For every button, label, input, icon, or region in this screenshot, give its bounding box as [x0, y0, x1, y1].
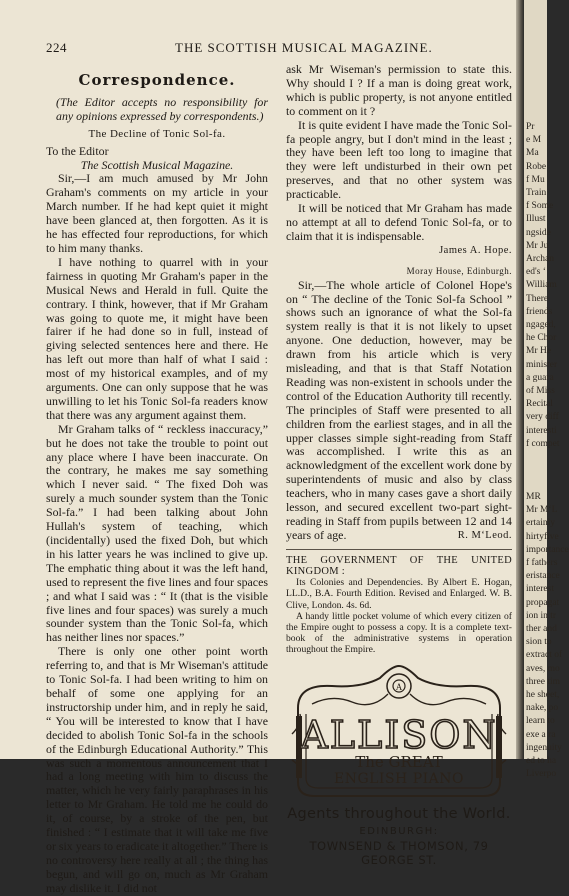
book-notice — [286, 555, 512, 656]
adjacent-page-fragment: e M — [526, 135, 542, 146]
letter-paragraph: Mr Graham talks of “ reckless inaccuracy,” but he does not take the trouble to point out any place where I have been inaccurate. On the contrary, he makes me say something which I never said. “ The fixed Doh was surely a much sounder system than the Tonic Sol-fa.” I had been talking about John Hullah's system of teaching, which (incidentally) used the fixed Doh, but which in his latter years he was inclined to give up. The emphatic thing about it was the left hand, used to represent the five lines and four spaces ; and what I said was : “ It (that is the visible five lines and four spaces) was surely a much sounder system than the Tonic Sol-fa, which has neither lines nor spaces.” — [46, 421, 268, 645]
adjacent-page-fragment: There — [526, 293, 549, 304]
book-subtitle: Its Colonies and Dependencies. By Albert E. Hogan, LL.D., B.A. Fourth Edition. Revised and Enlarged. W. B. Clive, London. 4s. 6d. — [286, 577, 512, 611]
adjacent-page-fragment: he sheet, — [526, 690, 560, 700]
adjacent-page-fragment: ngside — [526, 227, 551, 238]
adjacent-page-fragment: importance — [526, 544, 569, 555]
letter-paragraph: It is quite evident I have made the Tonic Sol-fa people angry, but I don't mind in the least ; they have been left too long to imagine that they were left undisturbed in their own pet preserves, and that no other system was practicable. — [286, 117, 512, 202]
page-number: 224 — [46, 40, 67, 55]
adjacent-page-fragment: sion to — [526, 637, 552, 648]
adjacent-page-fragment: aves, mo — [526, 663, 560, 674]
letter-paragraph: It will be noticed that Mr Graham has made no attempt at all to defend Tonic Sol-fa, or to claim that it is indispensable. — [286, 201, 512, 243]
ad-brand: ALLISON — [300, 712, 498, 757]
divider-rule — [286, 549, 512, 550]
book-title: THE GOVERNMENT OF THE UNITED KINGDOM : — [286, 554, 512, 578]
adjacent-page-fragment: Train — [526, 188, 547, 198]
ad-address: TOWNSEND & THOMSON, 79 GEORGE ST. — [309, 839, 489, 868]
book-gutter — [516, 0, 524, 759]
letter-paragraph: I have nothing to quarrel with in your fairness in quoting Mr Graham's paper in the Musical News and Herald in full. Quite the contrary. I think, however, that if Mr Graham was going to quote me, it might have been fairer if he had done so in full, instead of giving selected sentences here and there. He has left out more than half of what I said : most of my historical examples, and of my arguments. One can only suppose that he was unwilling to let his Tonic Sol-fa readers know that there was any argument against them. — [46, 254, 268, 422]
signature-mcleod: R. M‘Leod. — [457, 529, 512, 541]
right-column — [286, 63, 512, 880]
adjacent-page-fragment: exe a ra — [526, 729, 556, 740]
adjacent-page-fragment: Mr Ju — [526, 240, 549, 251]
adjacent-page-fragment: a guara — [526, 372, 554, 383]
adjacent-page-fragment: f fathers — [526, 558, 558, 568]
adjacent-page-fragment: Mr He — [526, 346, 552, 357]
adjacent-page-fragment: ed to ha — [526, 756, 557, 766]
magazine-name-line: The Scottish Musical Magazine. — [80, 157, 234, 172]
adjacent-page-fragment: very diff — [526, 412, 559, 423]
adjacent-page-fragment: ngaged, — [526, 320, 556, 330]
ad-tagline-1: The GREAT — [355, 752, 443, 771]
adjacent-page-fragment: Robe — [526, 161, 547, 172]
adjacent-page-fragment: Pr — [526, 122, 535, 132]
signature-hope: James A. Hope. — [439, 244, 512, 256]
adjacent-page-fragment: friends — [526, 306, 553, 317]
letter-paragraph: There is only one other point worth referring to, and that is Mr Wiseman's attitude to Tonic Sol-fa. I had been writing to him on behalf of some one applying for an instructorship under him, and in reply he said, “ You will be interested to know that I have decided to abolish Tonic Sol-fa in the schools of the Edinburgh Educational Authority.” This was such a momentous announcement that I had a long meeting with him to discuss the matter, which he very fairly paraphrases in his letter to Mr Graham. He told me he could do it, of course, by a stroke of the pen, but finished : “ I estimate that it will take me five or six years to eradicate it altogether.” There is no controversy here really at all ; the thing has begun, and will go on, much as Mr Graham may dislike it. I did not — [46, 644, 268, 895]
left-column — [46, 63, 268, 896]
section-title: Correspondence. — [78, 71, 236, 89]
adjacent-page-fragment: ion in tr — [526, 610, 557, 621]
adjacent-page-fragment: Ma — [526, 148, 539, 159]
adjacent-page-fragment: propagat — [526, 597, 560, 608]
adjacent-page-fragment: Mr M‘L — [526, 505, 558, 516]
adjacent-page-fragment: Liverpo — [526, 769, 557, 780]
to-editor-line: To the Editor — [46, 143, 109, 158]
adjacent-page-edge — [524, 0, 569, 780]
adjacent-page-fragment: ed's ‘ — [526, 267, 546, 278]
letter-paragraph: ask Mr Wiseman's permission to state this. Why should I ? If a man is doing great work, which is public property, is not anyone entitled to comment on it ? — [286, 62, 512, 118]
adjacent-page-fragment: William — [526, 280, 557, 291]
letter2-body: Sir,—The whole article of Colonel Hope's on “ The decline of the Tonic Sol-fa School ” shows such an ignorance of what the Sol-fa system really is that it is not likely to upset anyone. One deduction, however, may be drawn from his article which is very misleading, and that is that Staff Notation Reading was non-existent in schools under the control of the Education Authority till recently. The principles of Staff were presented to all children from the earliest stages, and in all the upper classes simple sight-reading from Staff was accomplished. I write this as an acknowledgment of the excellent work done by superintendents of music and also by class teachers, who in many cases gave a short daily lesson, and secured excellent two-part sight-reading in Staff from pupils between 12 and 14 years of age. — [286, 277, 512, 542]
adjacent-page-fragment: Recital — [526, 399, 553, 410]
adjacent-page-fragment: Archan — [526, 254, 554, 264]
piano-advertisement — [286, 664, 512, 880]
adjacent-page-fragment: he Chor — [526, 333, 557, 344]
ad-agents-line: Agents throughout the World. — [287, 805, 511, 822]
allison-ornament-icon — [292, 664, 506, 804]
place-line: Moray House, Edinburgh. — [406, 265, 512, 276]
adjacent-page-fragment: eristance — [526, 571, 560, 582]
adjacent-page-fragment: f compet — [526, 438, 560, 449]
adjacent-page-fragment: interest — [526, 584, 554, 595]
adjacent-page-fragment: nake, po — [526, 703, 559, 714]
adjacent-page-fragment: MR — [526, 492, 541, 502]
adjacent-page-fragment: three tim — [526, 676, 561, 687]
ad-city: EDINBURGH: — [359, 825, 439, 837]
letter-paragraph — [286, 279, 512, 543]
letter-paragraph: Sir,—I am much amused by Mr John Graham's comments on my article in your March number. If he had kept quiet it might have been glanced at, then forgotten. As it is he has effected four reproductions, for which to him many thanks. — [46, 171, 268, 255]
adjacent-page-fragment: ertainly — [526, 518, 556, 529]
editor-note: (The Editor accepts no responsibility for any opinions expressed by correspondents.) — [56, 94, 268, 123]
adjacent-page-fragment: f Mu — [526, 174, 545, 185]
adjacent-page-fragment: extract of — [526, 650, 563, 661]
adjacent-page-fragment: f Some — [526, 201, 554, 212]
adjacent-page-fragment: ingenuity — [526, 742, 562, 753]
book-description: A handy little pocket volume of which every citizen of the Empire ought to possess a copy. It is a complete text-book of the administrative systems in operation throughout the Empire. — [286, 610, 512, 656]
adjacent-page-fragment: ther and — [526, 624, 557, 634]
adjacent-page-fragment: interesti — [526, 425, 557, 436]
adjacent-page-fragment: learn to — [526, 716, 555, 727]
adjacent-page-fragment: minister — [526, 359, 558, 370]
adjacent-page-fragment: hirtyfive — [526, 531, 559, 542]
svg-text:A: A — [395, 681, 403, 692]
adjacent-page-fragment: of Miss — [526, 386, 555, 396]
adjacent-page-fragment: Illust — [526, 214, 546, 225]
running-title: THE SCOTTISH MUSICAL MAGAZINE. — [175, 40, 433, 55]
letter-heading: The Decline of Tonic Sol-fa. — [88, 127, 226, 140]
ad-tagline-2: ENGLISH PIANO — [333, 770, 465, 787]
